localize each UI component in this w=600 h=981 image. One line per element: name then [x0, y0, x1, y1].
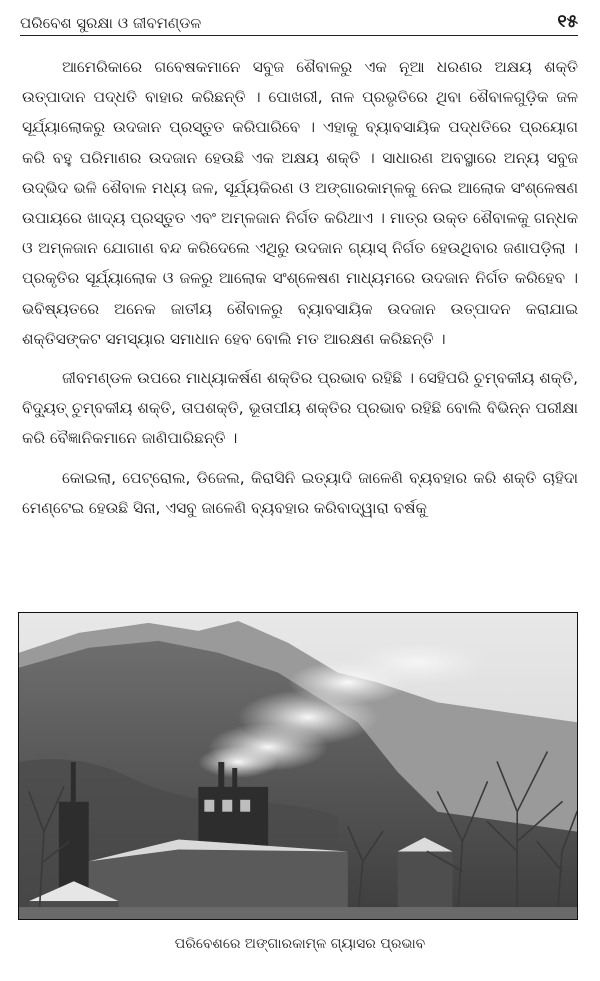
- paragraph-biosphere-forces: ଜୀବମଣ୍ଡଳ ଉପରେ ମାଧ୍ୟାକର୍ଷଣ ଶକ୍ତିର ପ୍ରଭାବ ରହିଛି । ସେହିପରି ଚୁମ୍ବକୀୟ ଶକ୍ତି, ବିଦ୍ୟୁତ୍ ଚୁମ୍ବକୀୟ ଶକ୍ତି, ତାପଶକ୍ତି, ଭୂତାପୀୟ ଶକ୍ତିର ପ୍ରଭାବ ରହିଛି ବୋଲି ବିଭିନ୍ନ ପରୀକ୍ଷା କରି ବୈଜ୍ଞାନିକମାନେ ଜାଣିପାରିଛନ୍ତି ।: [22, 369, 578, 448]
- paragraph-algae-hydrogen: ଆମେରିକାରେ ଗବେଷକମାନେ ସବୁଜ ଶୈବାଳରୁ ଏକ ନୂଆ ଧରଣର ଅକ୍ଷୟ ଶକ୍ତି ଉତ୍ପାଦାନ ପଦ୍ଧତି ବାହାର କରିଛନ୍ତି । ପୋଖରୀ, ନାଳ ପ୍ରଭୃତିରେ ଥିବା ଶୈବାଳଗୁଡ଼ିକ ଜଳ ସୂର୍ଯ୍ୟାଲୋକରୁ ଉଦଜାନ ପ୍ରସ୍ତୁତ କରିପାରିବେ । ଏହାକୁ ବ୍ୟାବସାୟିକ ପଦ୍ଧତିରେ ପ୍ରୟୋଗ କରି ବହୁ ପରିମାଣର ଉଦଜାନ ହେଉଛି ଏକ ଅକ୍ଷୟ ଶକ୍ତି । ସାଧାରଣ ଅବସ୍ଥାରେ ଅନ୍ୟ ସବୁଜ ଉଦ୍ଭିଦ ଭଳି ଶୈବାଳ ମଧ୍ୟ ଜଳ, ସୂର୍ଯ୍ୟକିରଣ ଓ ଅଙ୍ଗାରକାମ୍ଳକୁ ନେଇ ଆଲୋକ ସଂଶ୍ଳେଷଣ ଉପାୟରେ ଖାଦ୍ୟ ପ୍ରସ୍ତୁତ ଏବଂ ଅମ୍ଳଜାନ ନିର୍ଗତ କରିଥାଏ । ମାତ୍ର ଉକ୍ତ ଶୈବାଳକୁ ଗନ୍ଧକ ଓ ଅମ୍ଳଜାନ ଯୋଗାଣ ବନ୍ଦ କରିଦେଲେ ଏଥିରୁ ଉଦଜାନ ଗ୍ୟାସ୍ ନିର୍ଗତ ହେଉଥିବାର ଜଣାପଡ଼ିଲା । ପ୍ରକୃତିର ସୂର୍ଯ୍ୟାଲୋକ ଓ ଜଳରୁ ଆଲୋକ ସଂଶ୍ଳେଷଣ ମାଧ୍ୟମରେ ଉଦଜାନ ନିର୍ଗତ କରିହେବ । ଭବିଷ୍ୟତରେ ଅନେକ ଜାତୀୟ ଶୈବାଳରୁ ବ୍ୟାବସାୟିକ ଉଦଜାନ ଉତ୍ପାଦନ କରାଯାଇ ଶକ୍ତିସଙ୍କଟ ସମସ୍ୟାର ସମାଧାନ ହେବ ବୋଲି ମତ ଆରକ୍ଷଣ କରିଛନ୍ତି ।: [22, 58, 578, 348]
- paragraph-fossil-fuels: କୋଇଲା, ପେଟ୍ରୋଲ, ଡିଜେଲ, କିରାସିନି ଇତ୍ୟାଦି ଜାଳେଣି ବ୍ୟବହାର କରି ଶକ୍ତି ଚାହିଦା ମେଣ୍ଟେଇ ହେଉଛି ସିନା, ଏସବୁ ଜାଳେଣି ବ୍ୟବହାର କରିବାଦ୍ୱାରା ବର୍ଷକୁ: [22, 468, 578, 517]
- running-title: ପରିବେଶ ସୁରକ୍ଷା ଓ ଜୀବମଣ୍ଡଳ: [20, 14, 202, 32]
- page-number: ୧୫: [557, 11, 578, 32]
- page-header: [20, 6, 578, 36]
- figure-caption: ପରିବେଶରେ ଅଙ୍ଗାରକାମ୍ଳ ଗ୍ୟାସର ପ୍ରଭାବ: [174, 936, 426, 952]
- body-text: [22, 52, 578, 523]
- photo-illustration: [19, 613, 577, 919]
- factory-smoke-photo: [18, 612, 578, 920]
